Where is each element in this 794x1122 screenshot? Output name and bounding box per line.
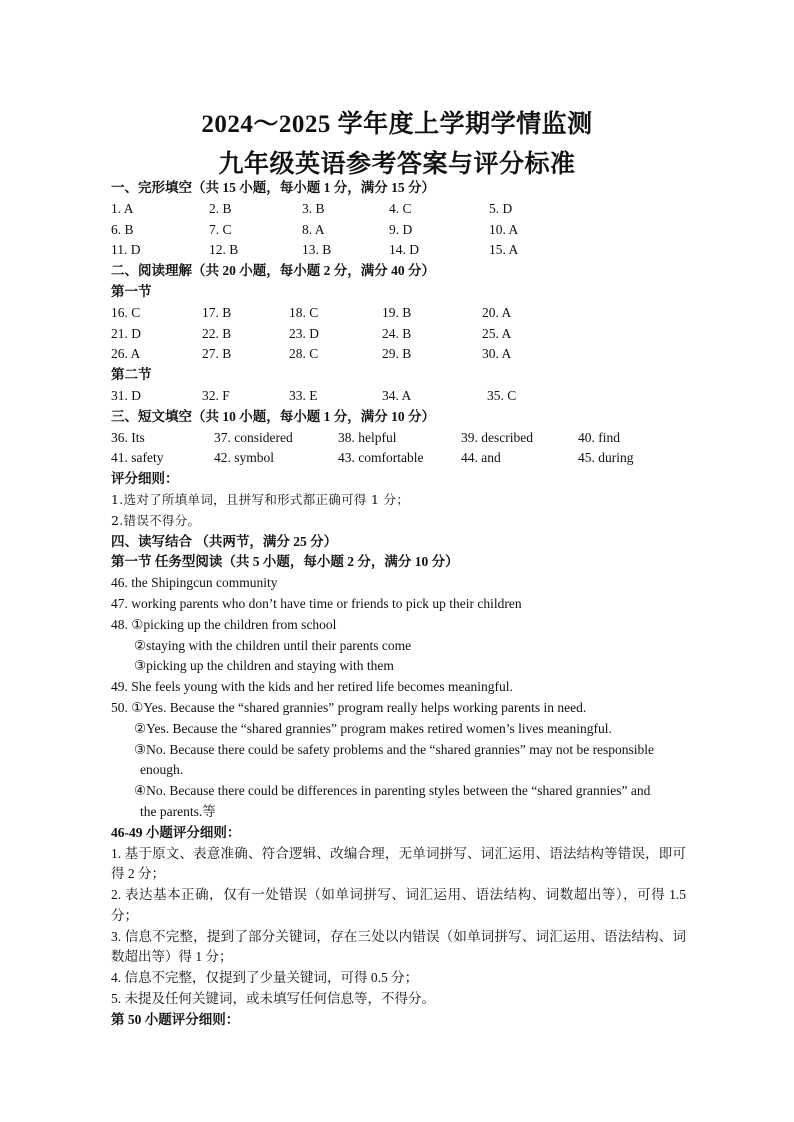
part-label: 第二节	[111, 367, 152, 383]
answer-cell: 3. B	[302, 200, 325, 216]
answer-row	[111, 428, 686, 449]
answer-row	[111, 324, 686, 345]
answer-cell: 8. A	[302, 221, 325, 237]
answer-cell: 34. A	[382, 387, 412, 403]
answer-row	[111, 386, 686, 407]
answer-cell: 41. safety	[111, 450, 164, 466]
rule-item: 1.选对了所填单词，且拼写和形式都正确可得 1 分；	[111, 491, 410, 507]
answer-50-alt: ③No. Because there could be safety problems and the “shared grannies” may not be responsible	[134, 741, 655, 757]
answer-row	[111, 344, 686, 365]
rule-item: 2.错误不得分。	[111, 512, 201, 528]
answer-cell: 22. B	[202, 325, 232, 341]
answer-cell: 6. B	[111, 221, 134, 237]
rule-item: 5. 未提及任何关键词，或未填写任何信息等，不得分。	[111, 991, 435, 1007]
answer-cell: 9. D	[389, 221, 413, 237]
answer-cell: 32. F	[202, 387, 230, 403]
answer-cell: 36. Its	[111, 429, 145, 445]
answer-cell: 15. A	[489, 242, 519, 258]
rules-46-49-label: 46-49 小题评分细则：	[111, 824, 241, 840]
section-heading-read-write: 四、读写结合 （共两节，满分 25 分）	[111, 533, 338, 549]
answer-cell: 43. comfortable	[338, 450, 424, 466]
answer-cell: 12. B	[209, 242, 239, 258]
answer-cell: 11. D	[111, 242, 141, 258]
answer-cell: 20. A	[482, 304, 512, 320]
answer-cell: 33. E	[289, 387, 318, 403]
answer-49: 49. She feels young with the kids and her retired life becomes meaningful.	[111, 679, 513, 695]
answer-cell: 27. B	[202, 346, 232, 362]
rule-item: 2. 表达基本正确，仅有一处错误（如单词拼写、词汇运用、语法结构、词数超出等），可得 1.5 分；	[111, 887, 686, 923]
answer-cell: 26. A	[111, 346, 141, 362]
answer-cell: 37. considered	[214, 429, 293, 445]
answer-48-alt: ③picking up the children and staying with them	[134, 658, 394, 674]
answer-cell: 4. C	[389, 200, 412, 216]
answer-cell: 17. B	[202, 304, 232, 320]
page-subtitle: 九年级英语参考答案与评分标准	[218, 151, 576, 178]
page-title: 2024～2025 学年度上学期学情监测	[201, 111, 593, 138]
answer-cell: 39. described	[461, 429, 533, 445]
answer-row	[111, 220, 686, 241]
answer-cell: 35. C	[487, 387, 517, 403]
answer-cell: 23. D	[289, 325, 319, 341]
section-heading-cloze: 一、完形填空（共 15 小题，每小题 1 分，满分 15 分）	[111, 180, 435, 195]
answer-cell: 1. A	[111, 200, 134, 216]
answer-cell: 28. C	[289, 346, 319, 362]
answer-row	[111, 303, 686, 324]
section-heading-fill-in: 三、短文填空（共 10 小题，每小题 1 分，满分 10 分）	[111, 408, 435, 424]
answer-row	[111, 240, 686, 261]
document-body	[111, 178, 686, 1031]
part-heading-task-reading: 第一节 任务型阅读（共 5 小题，每小题 2 分，满分 10 分）	[111, 554, 459, 570]
answer-cell: 7. C	[209, 221, 232, 237]
answer-cell: 31. D	[111, 387, 141, 403]
answer-50-alt: ②Yes. Because the “shared grannies” program makes retired women’s lives meaningful.	[134, 720, 612, 736]
answer-cell: 10. A	[489, 221, 519, 237]
answer-cell: 19. B	[382, 304, 412, 320]
answer-cell: 29. B	[382, 346, 412, 362]
answer-47: 47. working parents who don’t have time or friends to pick up their children	[111, 595, 522, 611]
answer-46: 46. the Shipingcun community	[111, 575, 278, 591]
answer-cell: 25. A	[482, 325, 512, 341]
answer-row	[111, 199, 686, 220]
rules-50-label: 第 50 小题评分细则：	[111, 1011, 240, 1027]
answer-cell: 24. B	[382, 325, 412, 341]
answer-cell: 45. during	[578, 450, 634, 466]
answer-48: 48. ①picking up the children from school	[111, 616, 337, 632]
part-label: 第一节	[111, 283, 152, 299]
answer-cell: 44. and	[461, 450, 501, 466]
answer-cell: 5. D	[489, 200, 513, 216]
answer-50: 50. ①Yes. Because the “shared grannies” program really helps working parents in need.	[111, 699, 587, 715]
rule-item: 3. 信息不完整，提到了部分关键词，存在三处以内错误（如单词拼写、词汇运用、语法结构、词数超出等）得 1 分；	[111, 928, 686, 965]
answer-50-alt: ④No. Because there could be differences in parenting styles between the “shared grannies” and	[134, 783, 651, 799]
rule-item: 1. 基于原文、表意准确、符合逻辑、改编合理，无单词拼写、词汇运用、语法结构等错误，即可得 2 分；	[111, 845, 686, 882]
rule-item: 4. 信息不完整，仅提到了少量关键词，可得 0.5 分；	[111, 970, 419, 986]
answer-cell: 13. B	[302, 242, 332, 258]
answer-row	[111, 448, 686, 469]
answer-cell: 16. C	[111, 304, 141, 320]
section-heading-reading: 二、阅读理解（共 20 小题，每小题 2 分，满分 40 分）	[111, 263, 435, 279]
answer-cell: 42. symbol	[214, 450, 275, 466]
answer-cell: 21. D	[111, 325, 141, 341]
answer-cell: 30. A	[482, 346, 512, 362]
rules-label: 评分细则：	[111, 471, 179, 487]
answer-cell: 18. C	[289, 304, 319, 320]
answer-cell: 40. find	[578, 429, 620, 445]
answer-50-alt-cont: the parents.等	[140, 803, 216, 819]
answer-cell: 2. B	[209, 200, 232, 216]
answer-48-alt: ②staying with the children until their parents come	[134, 637, 412, 653]
answer-50-alt-cont: enough.	[140, 762, 184, 778]
answer-cell: 38. helpful	[338, 429, 397, 445]
answer-cell: 14. D	[389, 242, 419, 258]
